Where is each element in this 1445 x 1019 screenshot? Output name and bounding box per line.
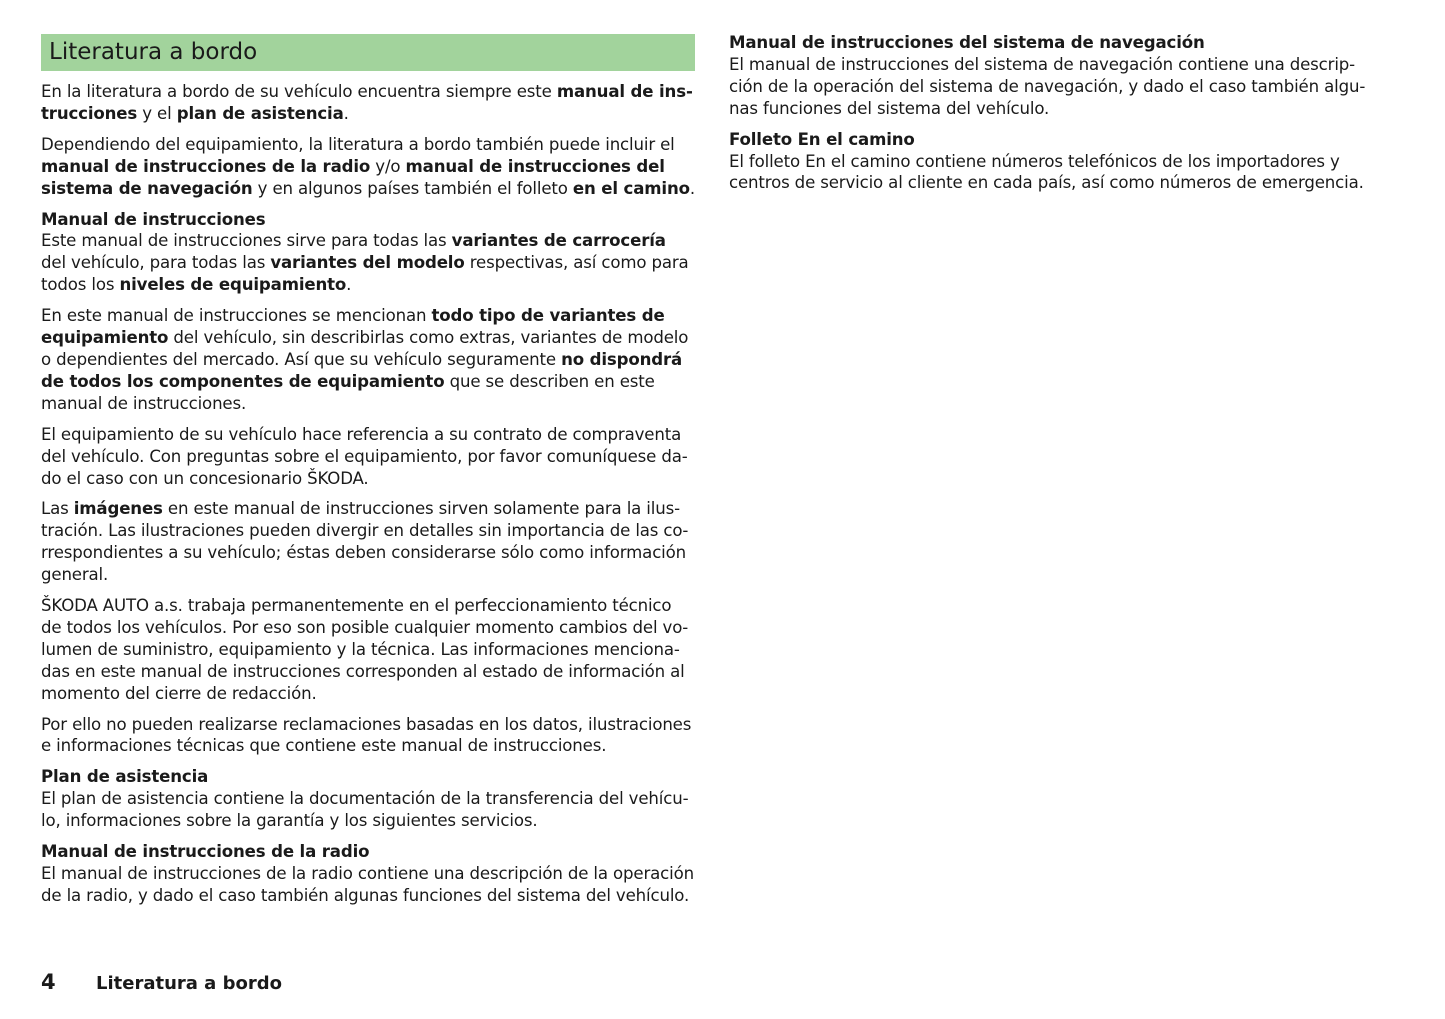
text-run: En este manual de instrucciones se mencionan — [41, 306, 432, 326]
text-run: en este manual de instrucciones sirven solamente para la ilustración. Las ilustraciones pueden divergir en detalles sin importancia de las correspondientes a su vehículo; éstas deben considerarse sólo como información general. — [41, 499, 689, 585]
navigation-section — [729, 32, 1369, 120]
manual-heading: Manual de instrucciones — [41, 209, 266, 229]
leaflet-section — [729, 129, 1369, 195]
leaflet-heading: Folleto En el camino — [729, 129, 915, 149]
text-run: del vehículo, para todas las — [41, 253, 271, 273]
emphasis-radio-manual: manual de instrucciones de la radio — [41, 156, 371, 176]
emphasis-imagenes: imágenes — [73, 499, 163, 519]
intro-paragraph-2 — [41, 134, 695, 200]
manual-paragraph-3: El equipamiento de su vehículo hace referencia a su contrato de compraventa del vehículo. Con preguntas sobre el equipamiento, por favor comuníquese dado el caso con un concesionario ŠKODA. — [41, 424, 688, 488]
page-footer — [41, 968, 282, 998]
text-run: . — [346, 275, 352, 295]
emphasis-no-dispondra: no dispondrá de todos los componentes de equipamiento — [41, 349, 683, 391]
text-run: del vehículo, sin describirlas como extras, variantes de modelo o dependientes del mercado. Así que su vehículo seguramente — [41, 328, 689, 369]
plan-heading: Plan de asistencia — [41, 767, 209, 787]
navigation-body: El manual de instrucciones del sistema de navegación contiene una descripción de la operación del sistema de navegación, y dado el caso también algunas funciones del sistema del vehículo. — [729, 54, 1366, 118]
manual-paragraph-2 — [41, 305, 695, 415]
plan-body: El plan de asistencia contiene la documentación de la transferencia del vehículo, informaciones sobre la garantía y los siguientes servicios. — [41, 789, 689, 831]
emphasis-variantes-carroceria: variantes de carrocería — [451, 231, 666, 251]
text-run: . — [343, 103, 349, 123]
text-run: y el — [137, 103, 177, 123]
text-run: En la literatura a bordo de su vehículo encuentra siempre este — [41, 82, 557, 101]
manual-paragraph-5: ŠKODA AUTO a.s. trabaja permanentemente en el perfeccionamiento técnico de todos los vehículos. Por eso son posible cualquier momento cambios del volumen de suministro, equipamiento y la técnica. Las informaciones mencionadas en este manual de instrucciones corresponden al estado de información al momento del cierre de redacción. — [41, 596, 689, 703]
text-run: y en algunos países también el folleto — [252, 178, 573, 198]
intro-paragraph-1 — [41, 81, 695, 125]
text-run: respectivas, así como para todos los — [41, 253, 689, 295]
manual-paragraph-6: Por ello no pueden realizarse reclamaciones basadas en los datos, ilustraciones e informaciones técnicas que contiene este manual de instrucciones. — [41, 714, 692, 756]
plan-section — [41, 766, 695, 832]
manual-paragraph-4 — [41, 498, 695, 586]
radio-heading: Manual de instrucciones de la radio — [41, 842, 370, 862]
emphasis-variantes-equipamiento: todo tipo de variantes de equipamiento — [41, 306, 665, 348]
page-number: 4 — [41, 970, 56, 994]
left-column — [41, 34, 695, 916]
text-run: Este manual de instrucciones sirve para todas las — [41, 231, 452, 251]
emphasis-plan-de-asistencia: plan de asistencia — [176, 103, 344, 123]
radio-body: El manual de instrucciones de la radio contiene una descripción de la operación de la radio, y dado el caso también algunas funciones del sistema del vehículo. — [41, 864, 694, 905]
text-run: que se describen en este manual de instrucciones. — [41, 371, 655, 413]
emphasis-manual-de-instrucciones: manual de instrucciones — [41, 82, 693, 123]
leaflet-body: El folleto En el camino contiene números telefónicos de los importadores y centros de servicio al cliente en cada país, así como números de emergencia. — [729, 151, 1364, 193]
text-run: . — [689, 178, 695, 198]
right-column — [729, 32, 1369, 203]
emphasis-en-el-camino: en el camino — [572, 178, 690, 198]
text-run: Las — [41, 499, 74, 519]
manual-section — [41, 209, 695, 297]
section-title: Literatura a bordo — [41, 34, 695, 71]
text-run: y/o — [370, 156, 406, 176]
emphasis-navigation-manual: manual de instrucciones del sistema de navegación — [41, 156, 665, 198]
text-run: Dependiendo del equipamiento, la literatura a bordo también puede incluir el — [41, 134, 675, 154]
navigation-heading: Manual de instrucciones del sistema de navegación — [729, 33, 1205, 52]
radio-section — [41, 841, 695, 907]
footer-section-title: Literatura a bordo — [96, 973, 282, 994]
emphasis-variantes-modelo: variantes del modelo — [270, 253, 465, 273]
emphasis-niveles-equipamiento: niveles de equipamiento — [119, 275, 347, 295]
